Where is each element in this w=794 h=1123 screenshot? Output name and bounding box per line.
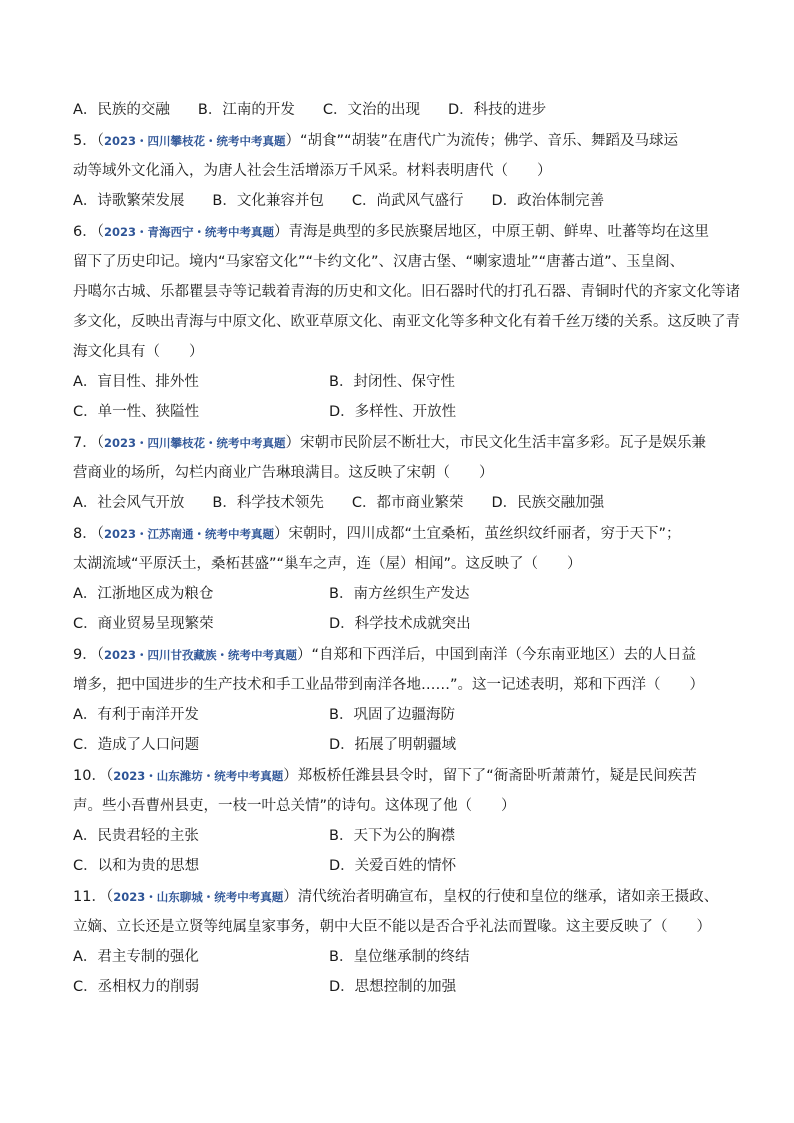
question-source: 2023・青海西宁・统考中考真题 [103, 225, 274, 239]
question-8 [73, 523, 733, 635]
question-stem-line: 多文化，反映出青海与中原文化、欧亚草原文化、南亚文化等多种文化有着千丝万缕的关系。这反映了青 [73, 314, 740, 330]
question-source: 2023・四川攀枝花・统考中考真题 [103, 436, 286, 450]
question-source: 2023・江苏南通・统考中考真题 [103, 527, 274, 541]
question-stem: 8．（2023・江苏南通・统考中考真题）宋朝时，四川成都“土宜桑柘，茧丝织纹纤丽者，穷于天下”； [73, 526, 681, 542]
question-source: 2023・四川甘孜藏族・统考中考真题 [103, 648, 297, 662]
question-9 [73, 644, 733, 756]
question-options-row-1 [73, 583, 733, 605]
option-c[interactable]: C．商业贸易呈现繁荣 [73, 616, 214, 632]
option-c[interactable]: C．单一性、狭隘性 [73, 404, 200, 420]
option-c[interactable]: C．造成了人口问题 [73, 737, 200, 753]
q4-options [73, 99, 733, 121]
option-b[interactable]: B．文化兼容并包 [212, 193, 324, 209]
option-d[interactable]: D．民族交融加强 [491, 495, 605, 511]
question-source: 2023・山东潍坊・统考中考真题 [113, 769, 284, 783]
question-stem: 10．（2023・山东潍坊・统考中考真题）郑板桥任潍县县令时，留下了“衙斋卧听萧萧竹，疑是民间疾苦 [73, 768, 697, 784]
option-c[interactable]: C．丞相权力的削弱 [73, 979, 200, 995]
question-list [73, 99, 740, 998]
option-b[interactable]: B．巩固了边疆海防 [329, 707, 455, 723]
question-10 [73, 765, 733, 877]
question-11 [73, 886, 733, 998]
question-stem-line: 太湖流域“平原沃土，桑柘甚盛”“巢车之声，连（屋）相闻”。这反映了（ ） [73, 556, 582, 572]
option-a[interactable]: A．有利于南洋开发 [73, 707, 199, 723]
question-options [73, 492, 733, 514]
question-stem-line: 增多，把中国进步的生产技术和手工业品带到南洋各地……”。这一记述表明，郑和下西洋（ ） [73, 677, 705, 693]
option-a[interactable]: A．盲目性、排外性 [73, 374, 199, 390]
option-d[interactable]: D．关爱百姓的情怀 [329, 858, 457, 874]
question-stem-line: 留下了历史印记。境内“马家窑文化”“卡约文化”、汉唐古堡、“喇家遗址”“唐蕃古道”、玉皇阁、 [73, 254, 685, 270]
option-b[interactable]: B．封闭性、保守性 [329, 374, 455, 390]
option-a[interactable]: A．社会风气开放 [73, 495, 185, 511]
question-options-row-2 [73, 613, 733, 635]
option-a[interactable]: A．民族的交融 [73, 102, 170, 118]
question-stem-line: 动等域外文化涌入，为唐人社会生活增添万千风采。材料表明唐代（ ） [73, 163, 552, 179]
option-d[interactable]: D．科学技术成就突出 [329, 616, 471, 632]
question-stem-line: 丹噶尔古城、乐都瞿昙寺等记载着青海的历史和文化。旧石器时代的打孔石器、青铜时代的齐家文化等诸 [73, 284, 740, 300]
option-d[interactable]: D．科技的进步 [448, 102, 547, 118]
option-d[interactable]: D．多样性、开放性 [329, 404, 457, 420]
question-options [73, 190, 733, 212]
question-stem: 11．（2023・山东聊城・统考中考真题）清代统治者明确宣布，皇权的行使和皇位的继承，诸如亲王摄政、 [73, 889, 719, 905]
option-a[interactable]: A．君主专制的强化 [73, 949, 199, 965]
question-stem: 9．（2023・四川甘孜藏族・统考中考真题）“自郑和下西洋后，中国到南洋（今东南亚地区）去的人日益 [73, 647, 697, 663]
question-source: 2023・四川攀枝花・统考中考真题 [103, 134, 286, 148]
question-stem-line: 营商业的场所，勾栏内商业广告琳琅满目。这反映了宋朝（ ） [73, 465, 494, 481]
option-b[interactable]: B．南方丝织生产发达 [329, 586, 470, 602]
option-c[interactable]: C．文治的出现 [322, 102, 420, 118]
option-b[interactable]: B．皇位继承制的终结 [329, 949, 470, 965]
option-c[interactable]: C．都市商业繁荣 [351, 495, 464, 511]
question-stem: 5．（2023・四川攀枝花・统考中考真题）“胡食”“胡装”在唐代广为流传；佛学、音乐、舞蹈及马球运 [73, 133, 679, 149]
option-d[interactable]: D．政治体制完善 [491, 193, 605, 209]
question-options-row-2 [73, 401, 733, 423]
question-options-row-2 [73, 855, 733, 877]
question-options-row-1 [73, 825, 733, 847]
option-b[interactable]: B．科学技术领先 [212, 495, 324, 511]
question-6 [73, 221, 740, 423]
option-d[interactable]: D．思想控制的加强 [329, 979, 457, 995]
question-stem-line: 立嫡、立长还是立贤等纯属皇家事务，朝中大臣不能以是否合乎礼法而置喙。这主要反映了（ ） [73, 919, 711, 935]
option-c[interactable]: C．尚武风气盛行 [351, 193, 464, 209]
question-options-row-2 [73, 976, 733, 998]
question-stem-line: 海文化具有（ ） [73, 344, 204, 360]
option-a[interactable]: A．民贵君轻的主张 [73, 828, 199, 844]
question-options-row-2 [73, 734, 733, 756]
question-7 [73, 432, 733, 514]
question-stem-line: 声。些小吾曹州县吏，一枝一叶总关情”的诗句。这体现了他（ ） [73, 798, 516, 814]
question-options-row-1 [73, 704, 733, 726]
question-options-row-1 [73, 946, 733, 968]
option-b[interactable]: B．天下为公的胸襟 [329, 828, 455, 844]
option-a[interactable]: A．诗歌繁荣发展 [73, 193, 185, 209]
question-5 [73, 130, 733, 212]
question-source: 2023・山东聊城・统考中考真题 [113, 890, 284, 904]
option-a[interactable]: A．江浙地区成为粮仓 [73, 586, 214, 602]
question-stem: 7．（2023・四川攀枝花・统考中考真题）宋朝市民阶层不断壮大，市民文化生活丰富多彩。瓦子是娱乐兼 [73, 435, 706, 451]
question-options-row-1 [73, 371, 733, 393]
option-c[interactable]: C．以和为贵的思想 [73, 858, 200, 874]
option-d[interactable]: D．拓展了明朝疆域 [329, 737, 457, 753]
question-stem: 6．（2023・青海西宁・统考中考真题）青海是典型的多民族聚居地区，中原王朝、鲜卑、吐蕃等均在这里 [73, 224, 709, 240]
option-b[interactable]: B．江南的开发 [197, 102, 295, 118]
